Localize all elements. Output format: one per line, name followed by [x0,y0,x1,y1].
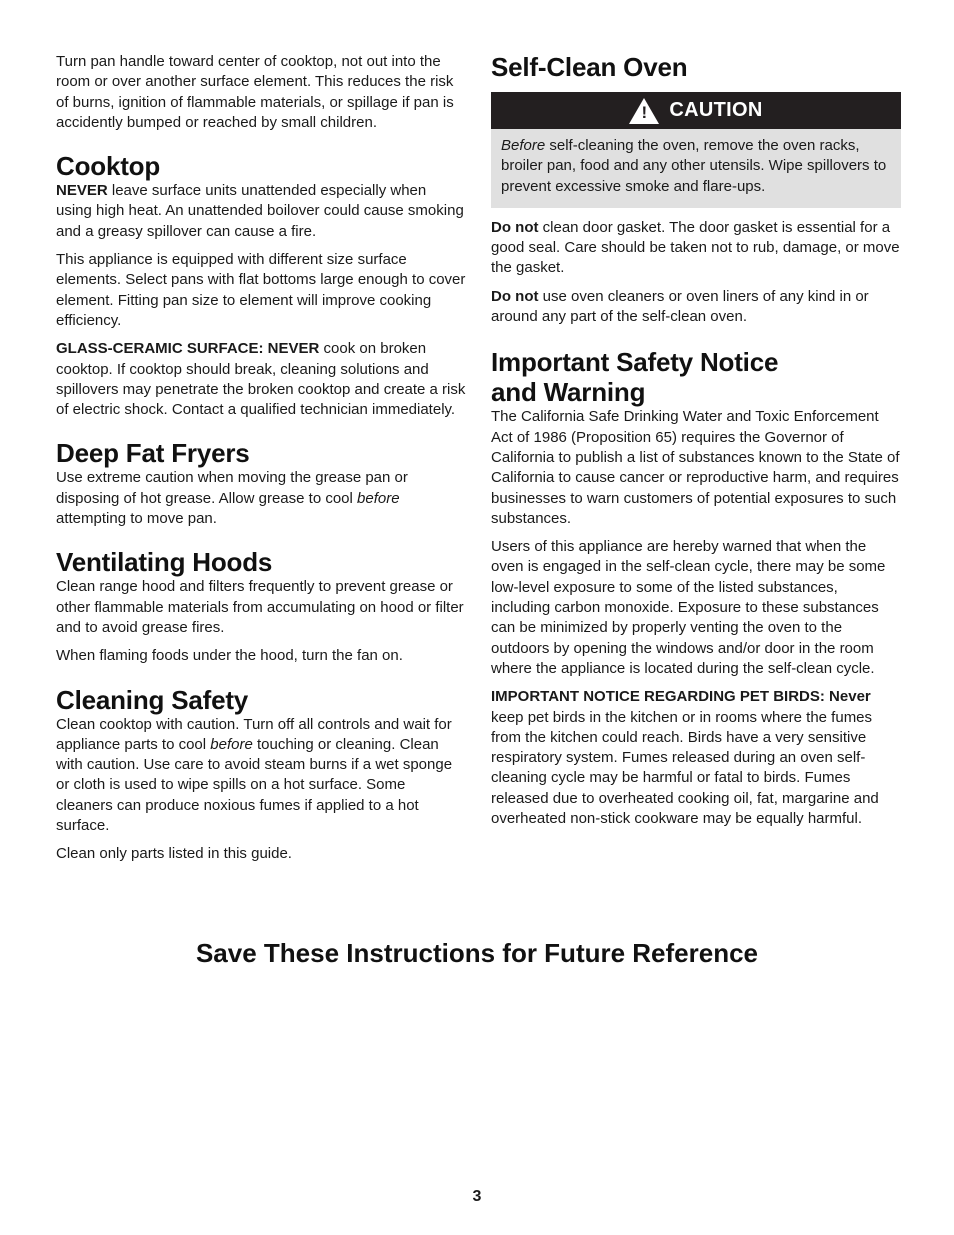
cleaning-emphasis: before [210,735,253,753]
notice-p3-text: keep pet birds in the kitchen or in rooms where the fumes from the kitchen could reach. Birds have a very sensitive respiratory system. Fumes released during an oven self-cleaning cycle may be harmful or fatal to birds. Fumes released due to overheated cooking oil, fat, margarine and overheated non-stick cookware may be equally harmful. [491,708,879,828]
notice-section [491,347,901,829]
cooktop-paragraph-3 [56,339,466,420]
do-not-label-2: Do not [491,287,539,305]
caution-label: CAUTION [669,99,763,121]
cooktop-section [56,151,466,420]
right-column [491,52,901,837]
selfclean-p2-text: use oven cleaners or oven liners of any kind in or around any part of the self-clean oven. [491,287,869,326]
hoods-paragraph-2: When flaming foods under the hood, turn the fan on. [56,647,403,665]
cleaning-paragraph-2: Clean only parts listed in this guide. [56,845,292,863]
notice-heading-line-1: Important Safety Notice [491,347,779,378]
selfclean-section [491,52,901,327]
fryers-section [56,438,466,529]
hoods-heading: Ventilating Hoods [56,547,273,578]
notice-paragraph-2: Users of this appliance are hereby warned that when the oven is engaged in the self-clean cycle, there may be some low-level exposure to some of the listed substances, including carbon monoxide. Exposure to these substances can be minimized by properly venting the oven to the outdoors by opening the windows and/or door in the room where the appliance is located during the self-clean cycle. [491,538,886,677]
cleaning-text-a: Clean cooktop with caution. Turn off all controls and wait for appliance parts to cool [56,715,452,753]
cooktop-p3-text: cook on broken cooktop. If cooktop should break, cleaning solutions and spillovers may penetrate the broken cooktop and create a risk of electric shock. Contact a qualified technician immediately. [56,340,466,419]
caution-emphasis: Before [501,137,546,154]
fryers-text-a: Use extreme caution when moving the grease pan or disposing of hot grease. Allow grease to cool [56,469,408,507]
cooktop-paragraph-1 [56,181,466,242]
page-number: 3 [472,1188,482,1205]
selfclean-paragraph-1 [491,218,901,279]
notice-paragraph-1: The California Safe Drinking Water and Toxic Enforcement Act of 1986 (Proposition 65) requires the Governor of California to publish a list of substances known to the State of California to cause cancer or reproductive harm, and requires businesses to warn customers of potential exposures to such substances. [491,408,900,527]
notice-heading-line-2: and Warning [491,377,646,408]
caution-body [491,129,901,208]
intro-paragraph: Turn pan handle toward center of cooktop, not out into the room or over another surface element. This reduces the risk of burns, ignition of flammable materials, or spillage if pan is accidently bumped or reached by small children. [56,53,454,131]
warning-triangle-icon: ! [629,98,659,124]
caution-box [491,92,901,208]
cleaning-paragraph-1 [56,715,466,837]
selfclean-paragraph-2 [491,287,901,328]
notice-paragraph-3 [491,687,901,829]
fryers-heading: Deep Fat Fryers [56,438,250,469]
selfclean-p1-text: clean door gasket. The door gasket is essential for a good seal. Care should be taken not to rub, damage, or move the gasket. [491,218,900,277]
fryers-emphasis: before [357,489,400,507]
selfclean-heading: Self-Clean Oven [491,52,688,82]
cleaning-section [56,685,466,865]
caution-header [491,92,901,129]
glass-ceramic-label: GLASS-CERAMIC SURFACE: NEVER [56,340,320,358]
hoods-section [56,547,466,666]
fryers-paragraph [56,468,466,529]
caution-rest: self-cleaning the oven, remove the oven racks, broiler pan, food and any other utensils. Wipe spillovers to prevent excessive smoke and flare-ups. [501,137,887,195]
footer-title: Save These Instructions for Future Reference [195,938,759,968]
cooktop-heading: Cooktop [56,151,161,182]
cleaning-heading: Cleaning Safety [56,684,249,715]
do-not-label-1: Do not [491,218,539,236]
cleaning-text-b: touching or cleaning. Clean with caution. Use care to avoid steam burns if a wet sponge or cloth is used to wipe spills on a hot surface. Some cleaners can produce noxious fumes if applied to a hot surface. [56,735,453,835]
hoods-paragraph-1: Clean range hood and filters frequently to prevent grease or other flammable materials from accumulating on hood or filter and to avoid grease fires. [56,578,464,636]
left-column [56,52,466,873]
cooktop-p1-text: leave surface units unattended especially when using high heat. An unattended boilover could cause smoking and a greasy spillover can cause a fire. [56,182,464,240]
cooktop-paragraph-2: This appliance is equipped with different size surface elements. Select pans with flat bottoms large enough to cover element. Fitting pan size to element will improve cooking efficiency. [56,251,466,329]
pet-birds-label: IMPORTANT NOTICE REGARDING PET BIRDS: Never [491,688,871,706]
fryers-text-b: attempting to move pan. [56,510,217,528]
caution-text [501,136,891,197]
never-label: NEVER [56,182,108,200]
notice-heading [491,347,901,407]
